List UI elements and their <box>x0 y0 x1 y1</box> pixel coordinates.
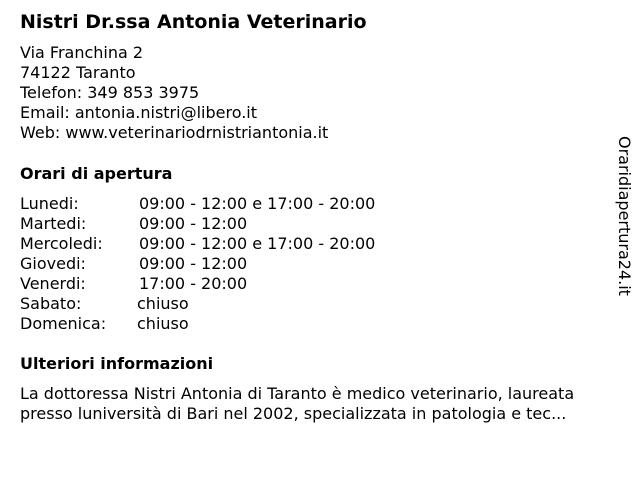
day-label: Sabato: <box>20 294 82 313</box>
day-label: Martedi: <box>20 214 87 233</box>
day-label: Venerdi: <box>20 274 86 293</box>
hours-value: chiuso <box>137 294 189 313</box>
hours-value: 09:00 - 12:00 <box>139 214 248 233</box>
description-line: La dottoressa Nistri Antonia di Taranto è medico veterinario, laureata <box>20 384 575 403</box>
brand-label: Oraridiapertura24.it <box>615 136 634 296</box>
website-address: Web: www.veterinariodrnistriantonia.it <box>20 123 329 142</box>
brand-watermark <box>612 136 636 312</box>
city-address: 74122 Taranto <box>20 63 136 82</box>
more-info-heading: Ulteriori informazioni <box>20 354 214 373</box>
email-address: Email: antonia.nistri@libero.it <box>20 103 257 122</box>
hours-value: chiuso <box>137 314 189 333</box>
day-label: Mercoledi: <box>20 234 103 253</box>
business-card <box>20 0 610 480</box>
hours-value: 09:00 - 12:00 <box>139 254 248 273</box>
description-text <box>20 384 620 424</box>
phone-number: Telefon: 349 853 3975 <box>20 83 200 102</box>
address-block <box>20 43 328 143</box>
day-label: Lunedi: <box>20 194 79 213</box>
hours-value: 09:00 - 12:00 e 17:00 - 20:00 <box>139 194 376 213</box>
opening-hours-heading: Orari di apertura <box>20 164 173 183</box>
description-line: presso luniversità di Bari nel 2002, specializzata in patologia e tec... <box>20 404 567 423</box>
street-address: Via Franchina 2 <box>20 43 144 62</box>
day-label: Giovedi: <box>20 254 86 273</box>
business-title: Nistri Dr.ssa Antonia Veterinario <box>20 11 367 33</box>
hours-value: 17:00 - 20:00 <box>139 274 248 293</box>
hours-value: 09:00 - 12:00 e 17:00 - 20:00 <box>139 234 376 253</box>
day-label: Domenica: <box>20 314 107 333</box>
